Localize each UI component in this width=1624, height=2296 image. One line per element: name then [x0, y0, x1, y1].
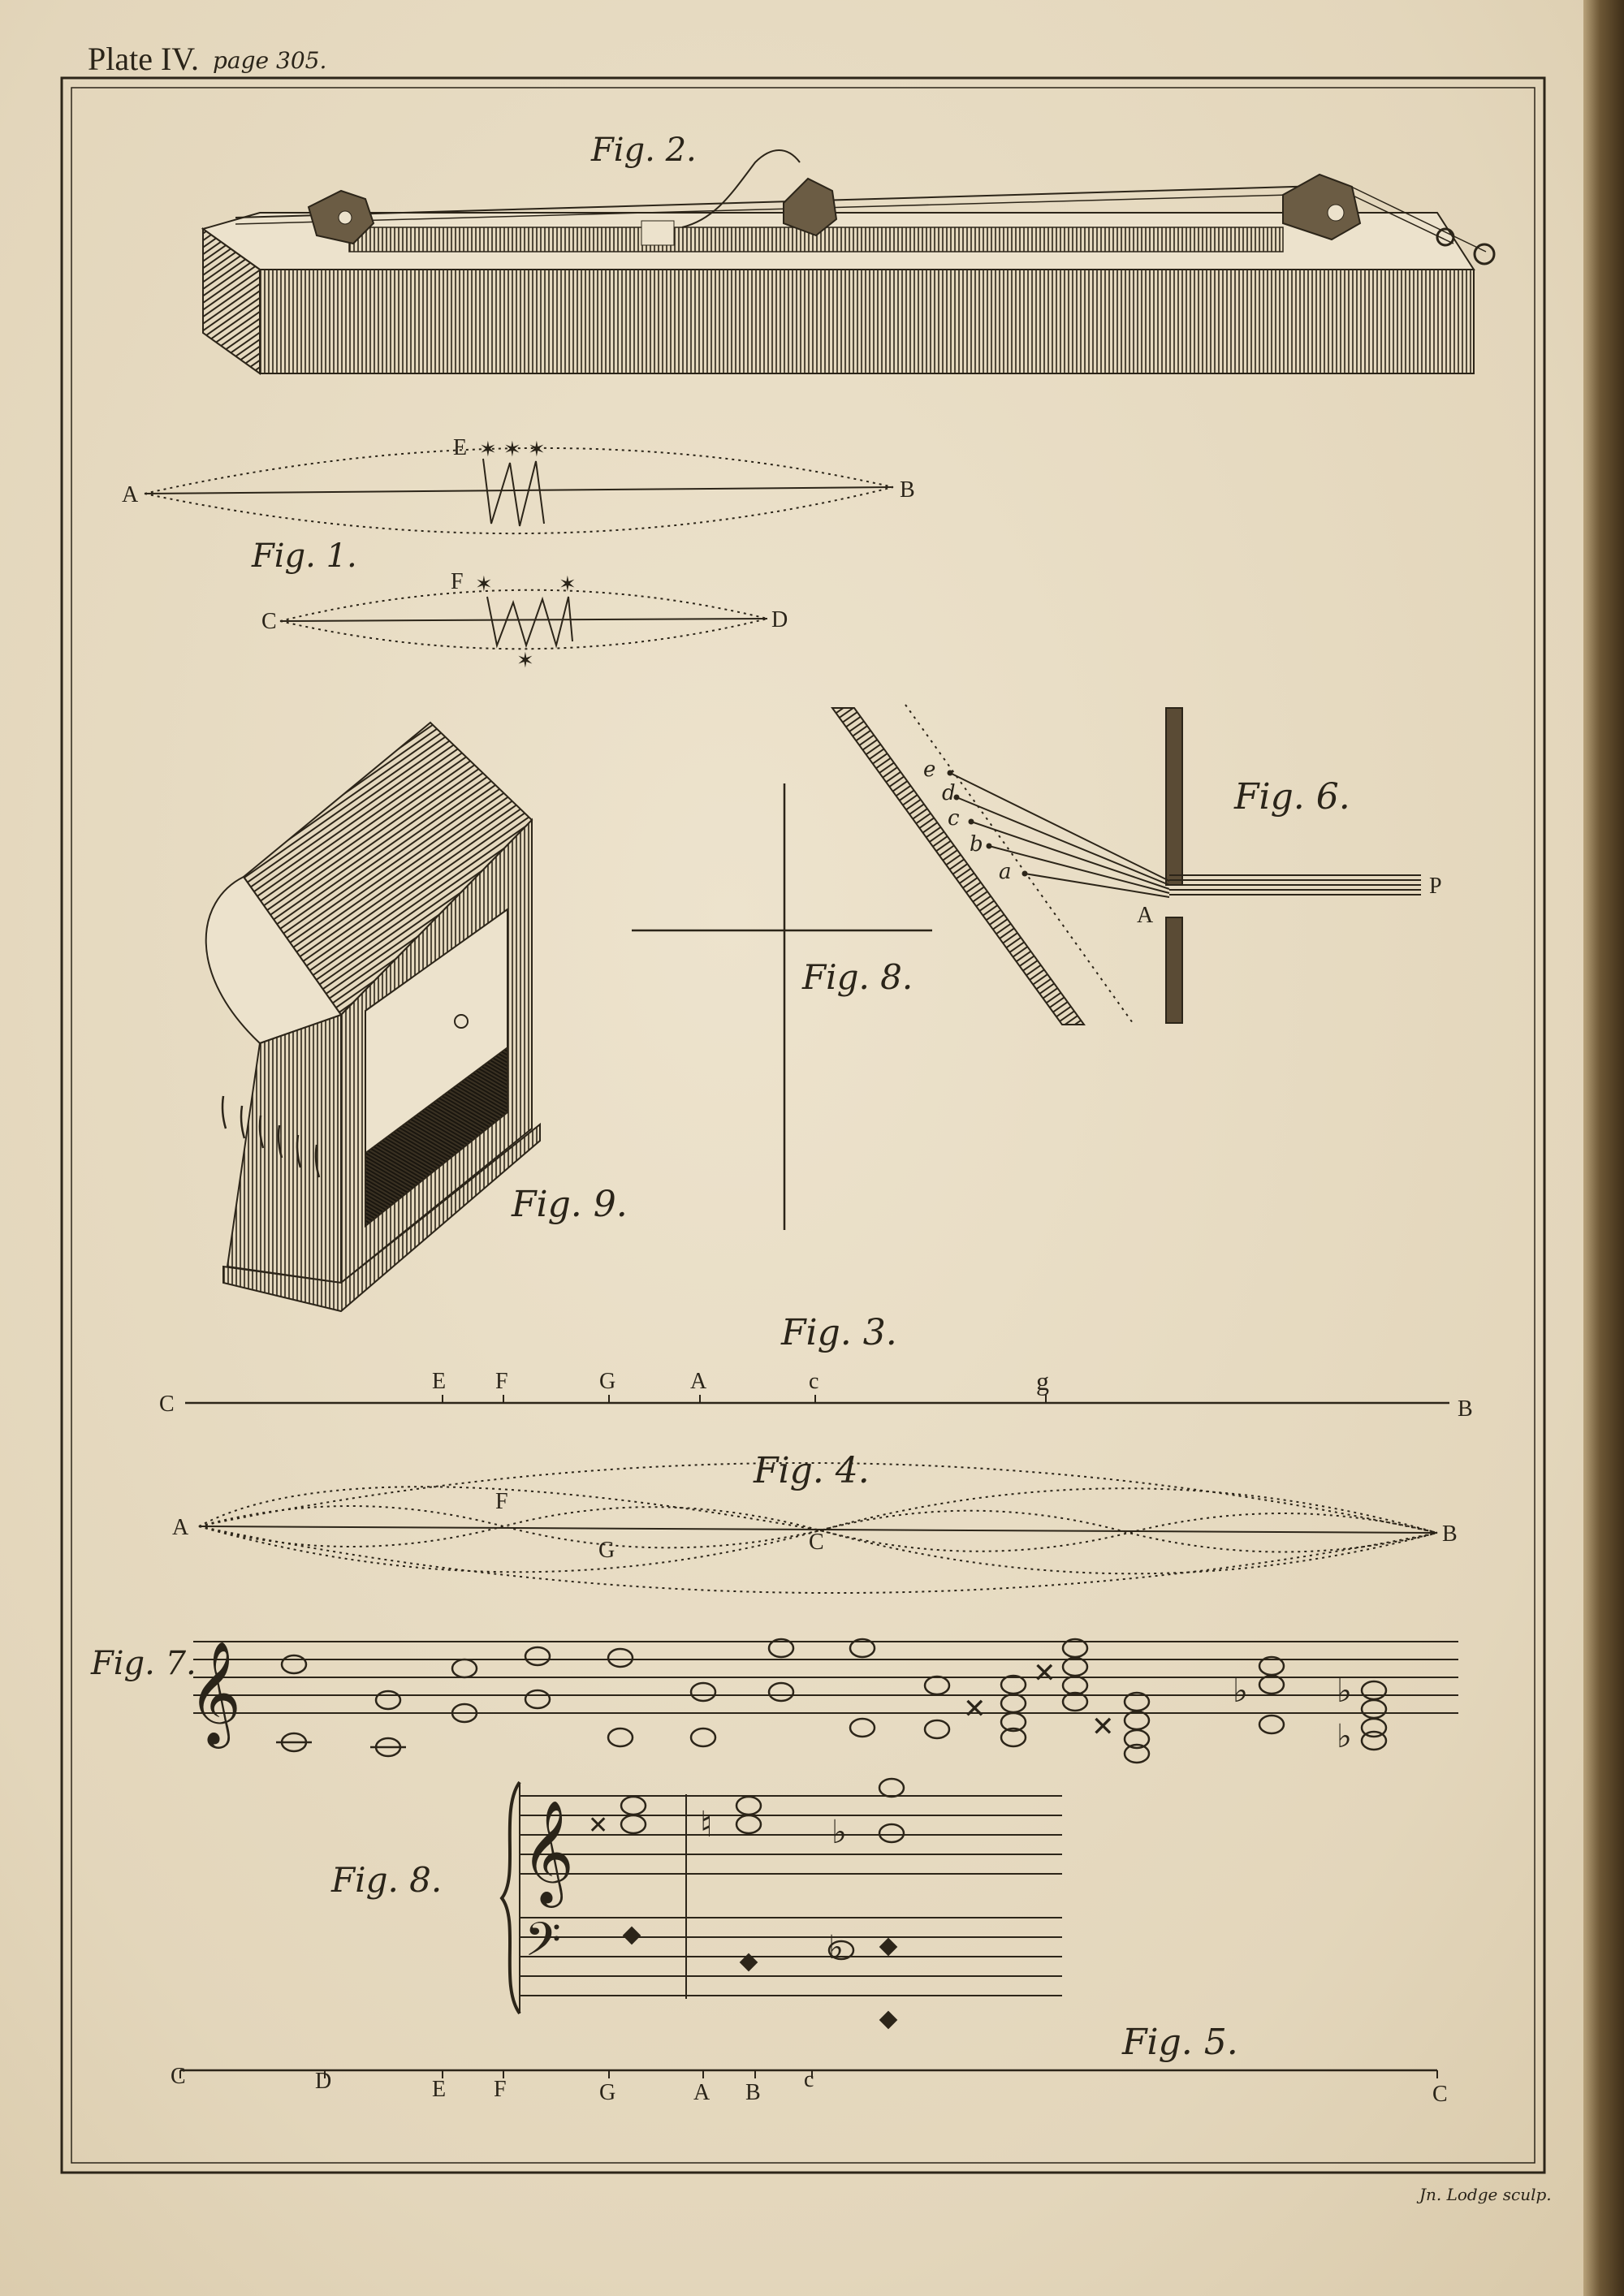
flat-sign: ♭: [828, 1929, 844, 1966]
fig6-label-b: b: [970, 832, 983, 857]
fig6-label-e: e: [923, 757, 936, 782]
note-diamond: [879, 1938, 898, 1957]
flat-sign: ♭: [1337, 1718, 1352, 1754]
fig2-caption: Fig. 2.: [591, 132, 697, 169]
fig1-star: ✶: [528, 438, 546, 461]
fig1-label-D: D: [771, 607, 788, 632]
double-sharp-sign: ✕: [588, 1812, 609, 1839]
fig9-organ-box: [206, 723, 628, 1311]
fig4-label-B: B: [1442, 1521, 1458, 1547]
fig7-caption: Fig. 7.: [91, 1645, 197, 1682]
fig6-label-d: d: [942, 781, 956, 805]
fig4-label-G: G: [598, 1538, 615, 1563]
plate-number: Plate IV.: [88, 41, 200, 77]
fig3-label-E: E: [432, 1369, 447, 1394]
fig2-monochord: [203, 132, 1494, 373]
fig8b-caption: Fig. 8.: [802, 957, 914, 997]
fig3-label-g: g: [1036, 1366, 1049, 1396]
fig4-label-C: C: [809, 1530, 824, 1555]
flat-sign: ♭: [1233, 1672, 1248, 1709]
fig1-star: ✶: [516, 649, 534, 672]
fig5-label-F: F: [494, 2077, 507, 2102]
fig1-star: ✶: [475, 572, 493, 596]
double-sharp-sign: ✕: [1033, 1659, 1056, 1689]
fig3-label-G: G: [599, 1369, 616, 1394]
fig4-label-A: A: [172, 1515, 189, 1540]
fig5-label-C: C: [171, 2064, 186, 2089]
bass-clef: 𝄢: [525, 1915, 562, 1978]
fig5-label-G: G: [599, 2080, 616, 2105]
treble-clef: 𝄞: [188, 1643, 242, 1742]
fig8b-cross: [632, 783, 932, 1230]
natural-sign: ♮: [700, 1805, 713, 1845]
fig1-label-B: B: [900, 477, 915, 503]
fig6-label-P: P: [1429, 874, 1442, 899]
note-diamond: [879, 2011, 898, 2030]
fig5-label-B: B: [745, 2080, 761, 2105]
fig1-star: ✶: [559, 572, 577, 596]
fig6-label-c: c: [948, 806, 960, 831]
fig3-label-c: c: [809, 1369, 819, 1394]
fig1-label-C: C: [261, 609, 277, 634]
fig5-label-A: A: [693, 2080, 710, 2105]
flat-sign: ♭: [831, 1814, 847, 1850]
fig3-label-C: C: [159, 1392, 175, 1417]
fig5-label-D: D: [315, 2069, 332, 2094]
fig6-reflection: [832, 705, 1442, 1025]
fig8-grand-staff: [330, 1779, 1062, 2029]
fig3-label-A: A: [690, 1369, 707, 1394]
fig5-label-C-end: C: [1432, 2082, 1448, 2107]
fig7-staff: [90, 1639, 1458, 1763]
fig1-label-F: F: [451, 569, 464, 594]
page-reference: page 305.: [213, 47, 327, 74]
fig3-monochord-division: [159, 1312, 1473, 1422]
fig3-caption: Fig. 3.: [781, 1312, 897, 1353]
fig1-strings: [122, 435, 915, 672]
fig4-caption: Fig. 4.: [754, 1450, 870, 1491]
fig5-label-E: E: [432, 2077, 447, 2102]
fig9-caption: Fig. 9.: [512, 1184, 628, 1225]
fig5-label-c: c: [804, 2067, 814, 2092]
double-sharp-sign: ✕: [1091, 1712, 1115, 1742]
fig3-label-F: F: [495, 1369, 508, 1394]
fig6-label-a: a: [999, 860, 1012, 884]
fig1-star: ✶: [479, 438, 497, 461]
fig4-string-modes: [172, 1450, 1458, 1593]
treble-clef: 𝄞: [521, 1802, 575, 1901]
engraver-credit: Jn. Lodge sculp.: [1419, 2185, 1552, 2204]
fig3-label-B: B: [1458, 1396, 1473, 1422]
sharp-sign: ✕: [963, 1694, 987, 1724]
fig1-star: ✶: [503, 438, 521, 461]
fig1-label-A: A: [122, 482, 139, 507]
fig5-caption: Fig. 5.: [1122, 2022, 1238, 2063]
fig5-scale-division: [171, 2022, 1448, 2107]
flat-sign: ♭: [1337, 1672, 1352, 1709]
fig6-label-A: A: [1137, 903, 1154, 928]
fig8-caption: Fig. 8.: [331, 1860, 443, 1900]
fig1-label-E: E: [453, 435, 468, 460]
fig1-caption: Fig. 1.: [252, 537, 357, 575]
note-diamond: [623, 1927, 641, 1945]
fig6-caption: Fig. 6.: [1234, 776, 1350, 818]
fig4-label-F: F: [495, 1489, 508, 1514]
